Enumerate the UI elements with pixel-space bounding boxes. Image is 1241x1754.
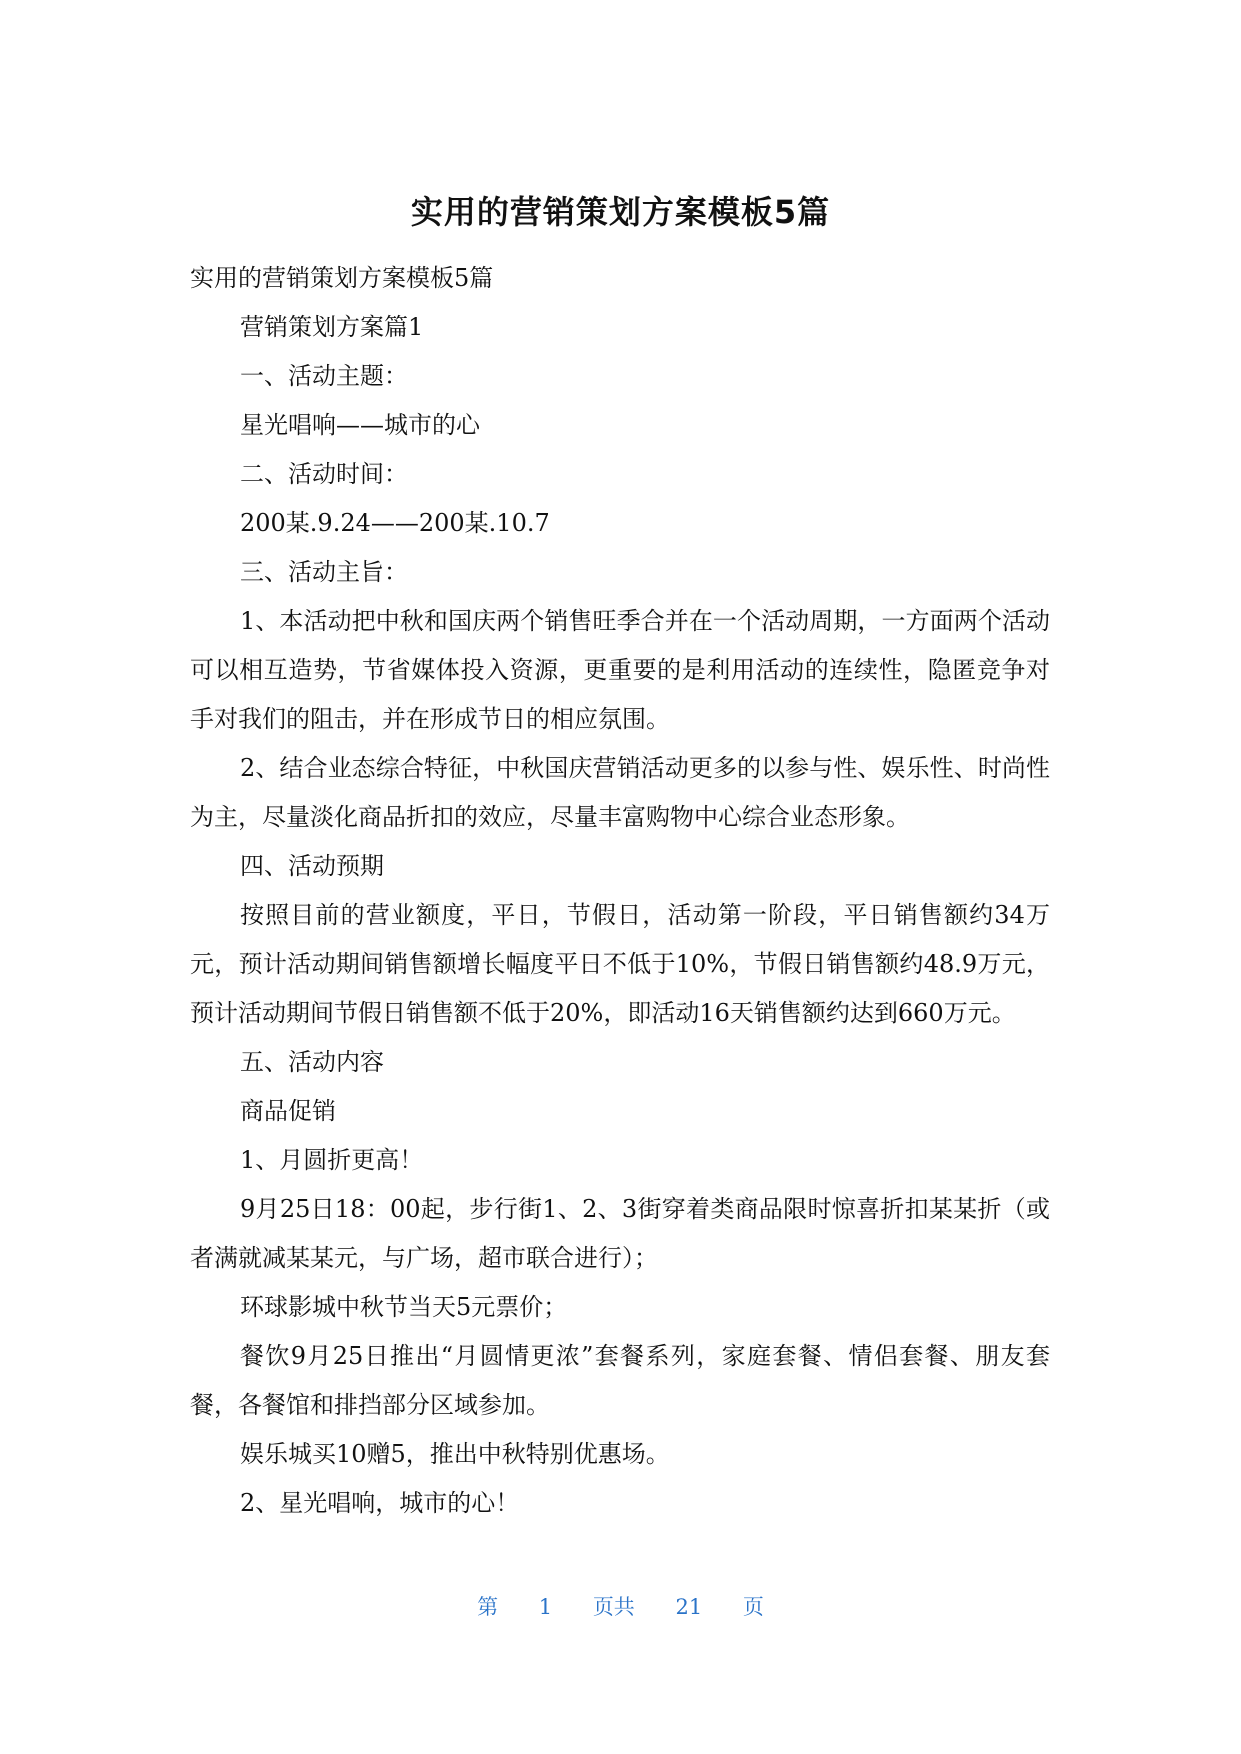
paragraph-entertainment: 娱乐城买10赠5，推出中秋特别优惠场。 <box>240 1440 670 1468</box>
footer-prefix: 第 <box>477 1595 499 1619</box>
paragraph-purpose-1: 1、本活动把中秋和国庆两个销售旺季合并在一个活动周期，一方面两个活动可以相互造势，节省媒体投入资源，更重要的是利用活动的连续性，隐匿竞争对手对我们的阻击，并在形成节日的相应氛围。 <box>190 607 1050 733</box>
paragraph-heading-expectation: 四、活动预期 <box>240 852 384 880</box>
paragraph-purpose-2: 2、结合业态综合特征，中秋国庆营销活动更多的以参与性、娱乐性、时尚性为主，尽量淡化商品折扣的效应，尽量丰富购物中心综合业态形象。 <box>190 754 1050 831</box>
paragraph-heading-purpose: 三、活动主旨： <box>240 558 408 586</box>
footer-suffix: 页 <box>742 1595 764 1619</box>
paragraph-subtitle: 实用的营销策划方案模板5篇 <box>190 264 494 292</box>
page-footer <box>0 1592 1241 1622</box>
paragraph-promotion: 商品促销 <box>240 1097 336 1125</box>
paragraph-item-2: 2、星光唱响，城市的心！ <box>240 1489 520 1517</box>
paragraph-dining: 餐饮9月25日推出“月圆情更浓”套餐系列，家庭套餐、情侣套餐、朋友套餐，各餐馆和排挡部分区域参加。 <box>190 1342 1050 1419</box>
paragraph-theme-value: 星光唱响——城市的心 <box>240 411 480 439</box>
footer-total-pages: 21 <box>675 1595 703 1619</box>
document-title: 实用的营销策划方案模板5篇 <box>410 193 831 231</box>
paragraph-heading-theme: 一、活动主题： <box>240 362 408 390</box>
paragraph-heading-time: 二、活动时间： <box>240 460 408 488</box>
paragraph-item-1-detail: 9月25日18：00起，步行街1、2、3街穿着类商品限时惊喜折扣某某折（或者满就减某某元，与广场，超市联合进行）； <box>190 1195 1050 1272</box>
paragraph-item-1: 1、月圆折更高！ <box>240 1146 424 1174</box>
paragraph-heading-content: 五、活动内容 <box>240 1048 384 1076</box>
paragraph-time-value: 200某.9.24——200某.10.7 <box>240 509 550 537</box>
document-body <box>190 254 1050 1528</box>
footer-middle: 页共 <box>592 1595 635 1619</box>
footer-page-number: 1 <box>538 1595 553 1619</box>
paragraph-cinema: 环球影城中秋节当天5元票价； <box>240 1293 568 1321</box>
paragraph-section-heading: 营销策划方案篇1 <box>240 313 424 341</box>
paragraph-expectation: 按照目前的营业额度，平日，节假日，活动第一阶段，平日销售额约34万元，预计活动期间销售额增长幅度平日不低于10%，节假日销售额约48.9万元，预计活动期间节假日销售额不低于20%，即活动16天销售额约达到660万元。 <box>190 901 1050 1027</box>
